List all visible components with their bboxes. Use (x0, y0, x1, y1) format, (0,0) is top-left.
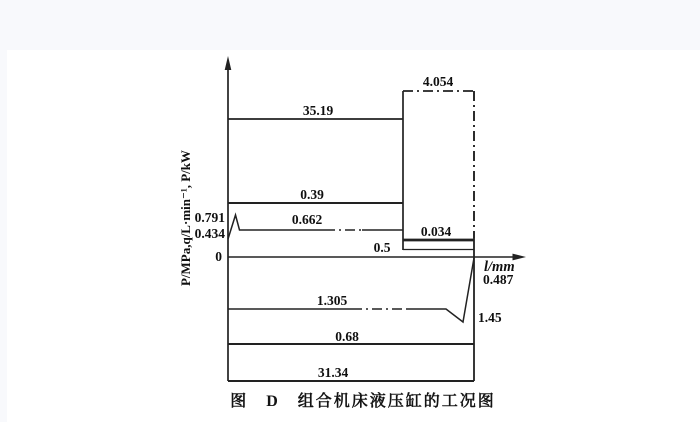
label-0-68: 0.68 (335, 329, 359, 344)
label-0-034: 0.034 (420, 224, 452, 239)
figure-caption: 图 D 组合机床液压缸的工况图 (230, 393, 496, 410)
label-31-34: 31.34 (317, 365, 349, 380)
label-35-19: 35.19 (302, 103, 334, 118)
label-0-487: 0.487 (483, 272, 514, 287)
label-0-5: 0.5 (373, 240, 391, 255)
label-1-45: 1.45 (478, 310, 502, 325)
label-1-305: 1.305 (316, 293, 348, 308)
label-0-39: 0.39 (300, 187, 324, 202)
x-axis-label: l/mm (484, 259, 515, 275)
label-4-054: 4.054 (422, 74, 454, 89)
label-origin: 0 (215, 249, 222, 264)
y-axis-label: P/MPa,q/L·min⁻¹, P/kW (178, 149, 193, 287)
paper-sheet (7, 50, 700, 422)
label-0-434: 0.434 (194, 226, 225, 241)
label-0-791: 0.791 (194, 210, 225, 225)
label-0-662: 0.662 (291, 212, 323, 227)
